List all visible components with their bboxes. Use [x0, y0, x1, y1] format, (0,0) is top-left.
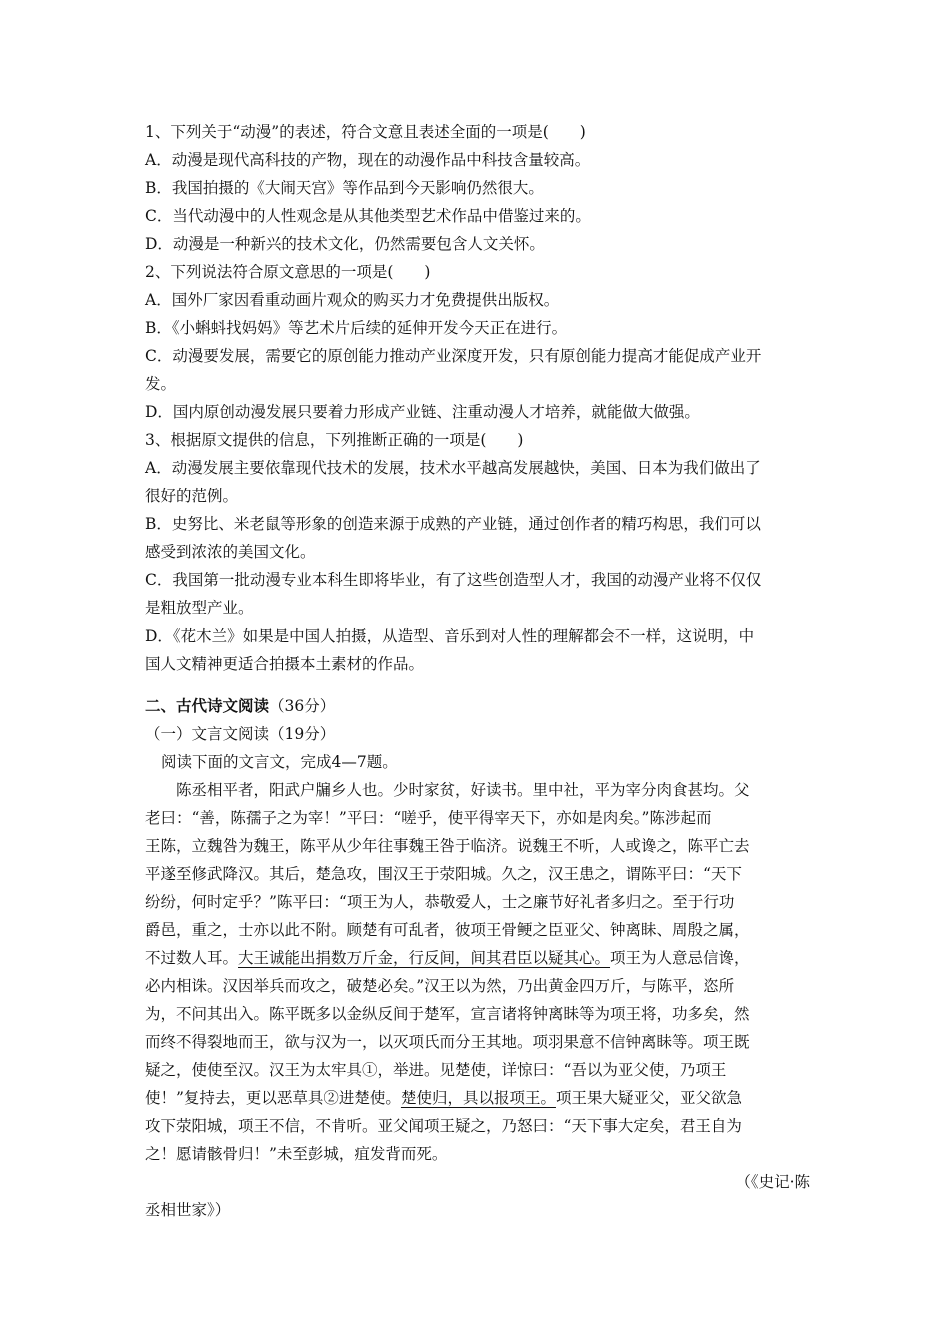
question-3-option-c: C．我国第一批动漫专业本科生即将毕业，有了这些创造型人才，我国的动漫产业将不仅仅: [145, 571, 762, 589]
question-3-option-b: B．史努比、米老鼠等形象的创造来源于成熟的产业链，通过创作者的精巧构思，我们可以: [145, 515, 761, 533]
section-heading: [145, 692, 810, 720]
passage-line: 疑之，使使至汉。汉王为太牢具①，举进。见楚使，详惊曰：“吾以为亚父使，乃项王: [145, 1061, 727, 1079]
passage-line: 而终不得裂地而王，欲与汉为一，以灭项氏而分王其地。项羽果意不信钟离眛等。项王既: [145, 1033, 750, 1051]
passage-line: 王陈，立魏咎为魏王，陈平从少年往事魏王咎于临济。说魏王不听，人或谗之，陈平亡去: [145, 837, 750, 855]
section-points: （36分）: [269, 697, 336, 715]
passage-line: [145, 1084, 810, 1112]
question-2-option-c: C．动漫要发展，需要它的原创能力推动产业深度开发，只有原创能力提高才能促成产业开: [145, 347, 762, 365]
passage-line: [145, 944, 810, 972]
question-3-option-d: D．《花木兰》如果是中国人拍摄，从造型、音乐到对人性的理解都会不一样，这说明，中: [145, 627, 755, 645]
question-2-option-d: D．国内原创动漫发展只要着力形成产业链、注重动漫人才培养，就能做大做强。: [145, 403, 700, 421]
question-2-stem: 2、下列说法符合原文意思的一项是( ): [145, 263, 431, 281]
passage-line: 为，不问其出入。陈平既多以金纵反间于楚军，宣言诸将钟离眛等为项王将，功多矣，然: [145, 1005, 750, 1023]
question-3-option-a: A．动漫发展主要依靠现代技术的发展，技术水平越高发展越快，美国、日本为我们做出了: [145, 459, 761, 477]
passage-text: 项王果大疑亚父，亚父欲急: [555, 1089, 742, 1107]
passage-line: 平遂至修武降汉。其后，楚急攻，围汉王于荥阳城。久之，汉王患之，谓陈平曰：“天下: [145, 865, 742, 883]
passage-text: 使！”复持去，更以恶草具②进楚使。: [145, 1089, 401, 1107]
question-1-stem: 1、下列关于“动漫”的表述，符合文意且表述全面的一项是( ): [145, 123, 586, 141]
question-2-option-c-cont: 发。: [145, 375, 177, 393]
document-content: [145, 118, 810, 1224]
underlined-sentence: 大王诚能出捐数万斤金，行反间，间其君臣以疑其心。: [238, 949, 611, 967]
passage-line: 老曰：“善，陈孺子之为宰！”平曰：“嗟乎，使平得宰天下，亦如是肉矣。”陈涉起而: [145, 809, 712, 827]
section-title: 二、古代诗文阅读: [145, 696, 270, 715]
question-1-option-c: C．当代动漫中的人性观念是从其他类型艺术作品中借鉴过来的。: [145, 207, 591, 225]
question-3-option-b-cont: 感受到浓浓的美国文化。: [145, 543, 316, 561]
question-2-option-a: A．国外厂家因看重动画片观众的购买力才免费提供出版权。: [145, 291, 560, 309]
question-3-option-a-cont: 很好的范例。: [145, 487, 239, 505]
passage-line: 攻下荥阳城，项王不信，不肯听。亚父闻项王疑之，乃怒曰：“天下事大定矣，君王自为: [145, 1117, 742, 1135]
source-citation-cont: 丞相世家》）: [145, 1201, 231, 1219]
question-1-option-b: B．我国拍摄的《大闹天宫》等作品到今天影响仍然很大。: [145, 179, 544, 197]
question-1-option-a: A．动漫是现代高科技的产物，现在的动漫作品中科技含量较高。: [145, 151, 591, 169]
section-gap: [145, 678, 810, 692]
question-1-option-d: D．动漫是一种新兴的技术文化，仍然需要包含人文关怀。: [145, 235, 545, 253]
reading-instruction: 阅读下面的文言文，完成4—7题。: [161, 753, 398, 771]
passage-text: 不过数人耳。: [145, 949, 239, 967]
source-citation: （《史记·陈: [735, 1173, 810, 1191]
passage-text: 项王为人意忌信谗，: [610, 949, 750, 967]
subsection-heading: （一）文言文阅读（19分）: [145, 725, 336, 743]
question-3-stem: 3、根据原文提供的信息，下列推断正确的一项是( ): [145, 431, 524, 449]
passage-line: 爵邑，重之，士亦以此不附。顾楚有可乱者，彼项王骨鲠之臣亚父、钟离眛、周殷之属，: [145, 921, 750, 939]
underlined-sentence: 楚使归，具以报项王。: [400, 1089, 556, 1107]
question-3-option-d-cont: 国人文精神更适合拍摄本土素材的作品。: [145, 655, 425, 673]
passage-line: 之！愿请骸骨归！”未至彭城，疽发背而死。: [145, 1145, 448, 1163]
passage-line: 纷纷，何时定乎？”陈平曰：“项王为人，恭敬爱人，士之廉节好礼者多归之。至于行功: [145, 893, 735, 911]
question-2-option-b: B．《小蝌蚪找妈妈》等艺术片后续的延伸开发今天正在进行。: [145, 319, 568, 337]
question-3-option-c-cont: 是粗放型产业。: [145, 599, 254, 617]
passage-line: 陈丞相平者，阳武户牖乡人也。少时家贫，好读书。里中社，平为宰分肉食甚均。父: [176, 781, 750, 799]
passage-line: 必内相诛。汉因举兵而攻之，破楚必矣。”汉王以为然，乃出黄金四万斤，与陈平，恣所: [145, 977, 735, 995]
